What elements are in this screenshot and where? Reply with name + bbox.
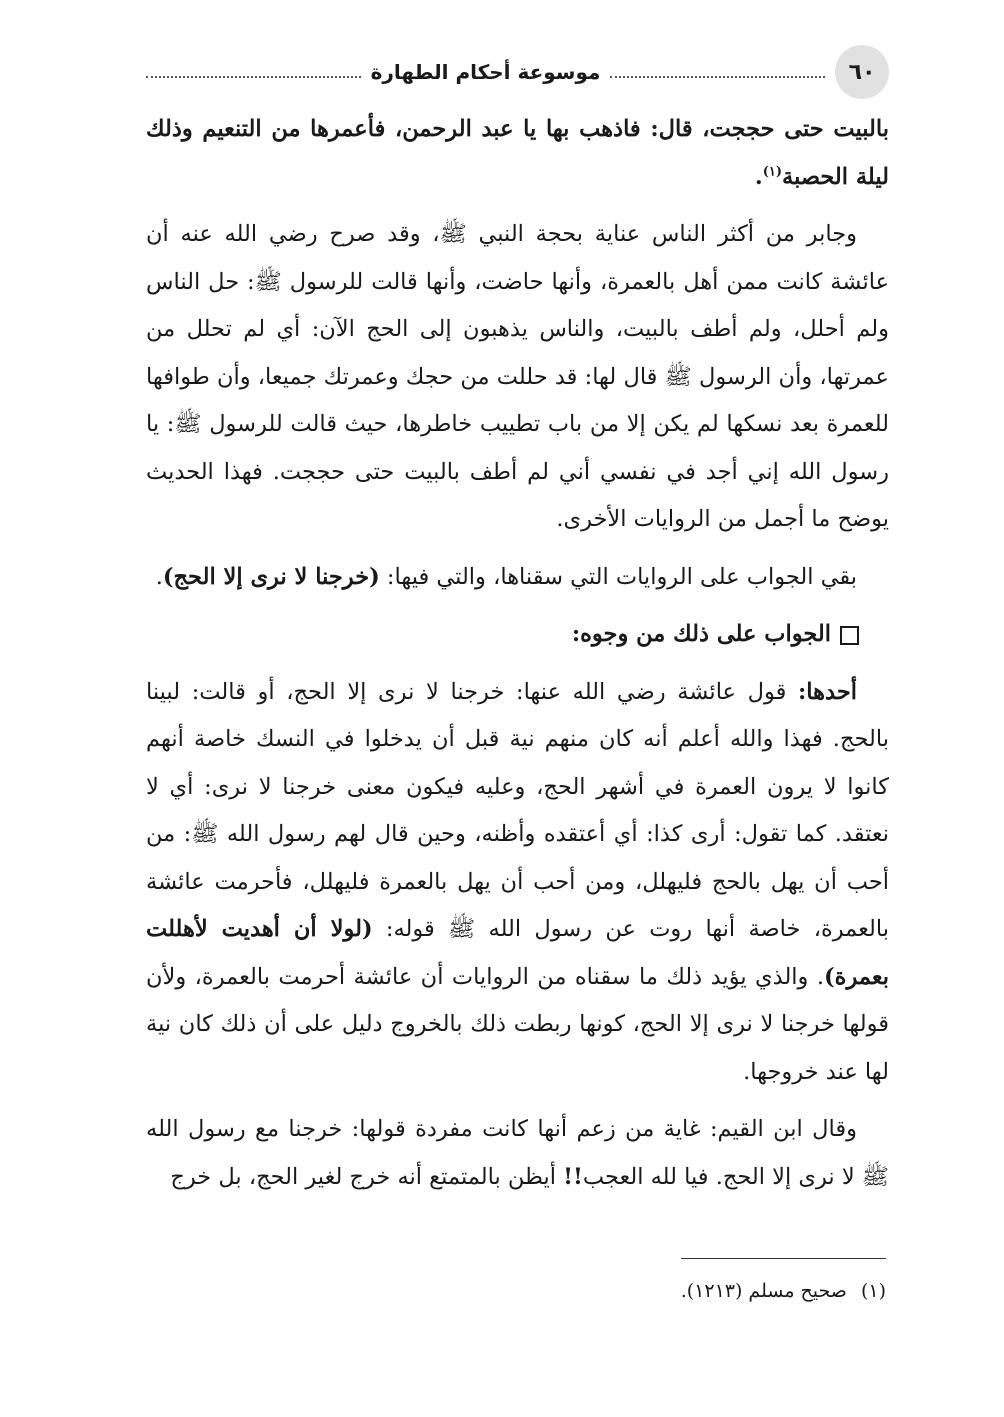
paragraph-3 xyxy=(146,554,889,602)
paragraph-3-quote: (خرجنا لا نرى إلا الحج) xyxy=(162,563,380,590)
paragraph-4-text-a: قول عائشة رضي الله عنها: خرجنا لا نرى إلا الحج، أو قالت: لبينا بالحج. فهذا والله أعلم أنه كان منهم نية قبل أن يدخلوا في النسك خاصة أنهم كانوا لا يرون العمرة في أشهر الحج، وعليه فيكون معنى خرجنا لا نرى: أي لا نعتقد. كما تقول: أرى كذا: أي أعتقده وأظنه، وحين قال لهم رسول الله ﷺ: من أحب أن يهل بالحج فليهلل، ومن أحب أن يهل بالعمرة فليهلل، فأحرمت عائشة بالعمرة، خاصة أنها روت عن رسول الله ﷺ قوله: xyxy=(146,678,889,942)
footnote xyxy=(143,1276,886,1306)
paragraph-1-end: . xyxy=(754,163,763,190)
footnote-text: صحيح مسلم (١٢١٣). xyxy=(680,1280,847,1302)
page-header xyxy=(146,44,889,100)
main-text xyxy=(146,106,889,1211)
paragraph-2: وجابر من أكثر الناس عناية بحجة النبي ﷺ، وقد صرح رضي الله عنه أن عائشة كانت ممن أهل بالعمرة، وأنها حاضت، وأنها قالت للرسول ﷺ: حل الناس ولم أحلل، ولم أطف بالبيت، والناس يذهبون إلى الحج الآن: أي لم تحلل من عمرتها، وأن الرسول ﷺ قال لها: قد حللت من حجك وعمرتك جميعا، وأن طوافها للعمرة بعد نسكها لم يكن إلا من باب تطييب خاطرها، حيث قالت للرسول ﷺ: يا رسول الله إني أجد في نفسي أني لم أطف بالبيت حتى حججت. فهذا الحديث يوضح ما أجمل من الروايات الأخرى. xyxy=(146,221,889,532)
page-number: ٦٠ xyxy=(835,45,889,99)
paragraph-1 xyxy=(146,106,889,201)
paragraph-1-text: بالبيت حتى حججت، قال: فاذهب بها يا عبد الرحمن، فأعمرها من التنعيم وذلك ليلة الحصبة xyxy=(146,116,889,190)
paragraph-4 xyxy=(146,669,889,1097)
header-leader-dots-left xyxy=(146,76,361,78)
checkbox-square-icon xyxy=(840,626,859,645)
header-leader-dots-right xyxy=(610,76,825,78)
book-title: موسوعة أحكام الطهارة xyxy=(370,60,601,84)
paragraph-5-text-b: أيظن بالمتمتع أنه خرج لغير الحج، بل خرج xyxy=(170,1163,564,1190)
paragraph-5-exclamation: !! xyxy=(563,1163,583,1190)
footnote-marker: (١) xyxy=(860,1280,886,1302)
paragraph-5 xyxy=(146,1106,889,1201)
paragraph-5-text-a: وقال ابن القيم: غاية من زعم أنها كانت مفردة قولها: خرجنا مع رسول الله ﷺ لا نرى إلا الحج. فيا لله العجب xyxy=(146,1116,889,1190)
section-heading xyxy=(146,611,889,659)
paragraph-4-text-b: . والذي يؤيد ذلك ما سقناه من الروايات أن عائشة أحرمت بالعمرة، ولأن قولها خرجنا لا نرى إلا الحج، كونها ربطت ذلك بالخروج دليل على أن ذلك كان نية لها عند خروجها. xyxy=(146,963,889,1085)
paragraph-4-quote: (لولا أن أهديت لأهللت بعمرة) xyxy=(146,916,889,990)
paragraph-3-text: بقي الجواب على الروايات التي سقناها، والتي فيها: xyxy=(379,563,857,590)
section-heading-text: الجواب على ذلك من وجوه: xyxy=(571,621,831,647)
paragraph-4-label: أحدها: xyxy=(798,678,857,705)
paragraph-3-end: . xyxy=(155,563,163,590)
footnote-reference[interactable]: (١) xyxy=(762,164,782,179)
footnote-divider xyxy=(681,1258,886,1259)
